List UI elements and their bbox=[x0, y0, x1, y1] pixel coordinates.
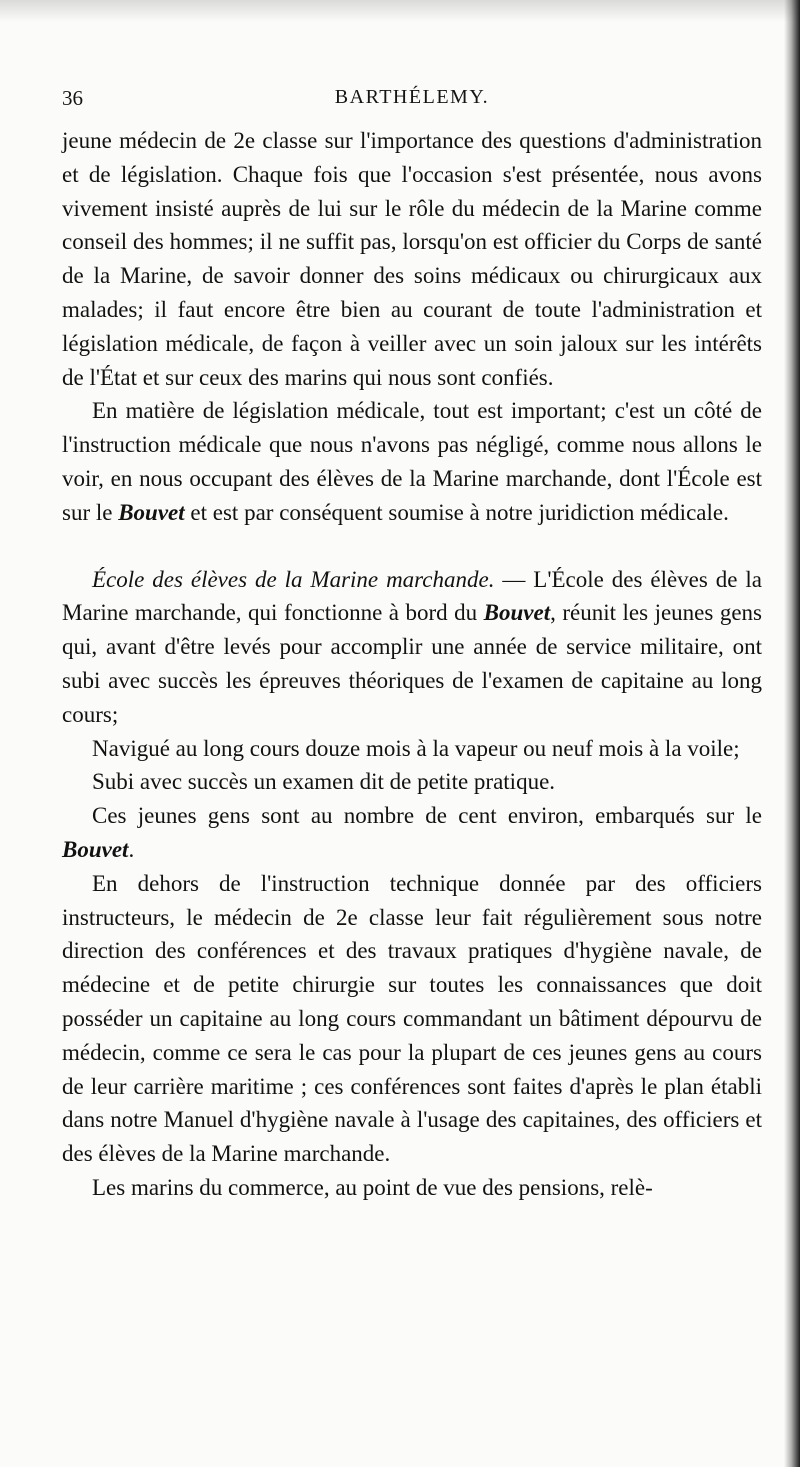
ship-name: Bouvet bbox=[483, 600, 551, 626]
page-binding-shadow bbox=[784, 0, 800, 1467]
paragraph-6 bbox=[62, 799, 762, 867]
page-header bbox=[62, 86, 762, 116]
page-top-shadow bbox=[0, 0, 800, 22]
ship-name: Bouvet bbox=[62, 836, 129, 862]
paragraph-7: En dehors de l'instruction technique donnée par des officiers instructeurs, le médecin de 2e classe leur fait régulièrement sous notre direction des conférences et des travaux pratiques d'hygiène navale, de médecine et de petite chirurgie sur toutes les connaissances que doit posséder un capitaine au long cours commandant un bâtiment dépourvu de médecin, comme ce sera le cas pour la plupart de ces jeunes gens au cours de leur carrière maritime ; ces conférences sont faites d'après le plan établi dans notre Manuel d'hygiène navale à l'usage des capitaines, des officiers et des élèves de la Marine marchande. bbox=[62, 870, 762, 1167]
paragraph-3 bbox=[62, 563, 762, 732]
paragraph-4: Navigué au long cours douze mois à la vapeur ou neuf mois à la voile; bbox=[92, 735, 740, 761]
paragraph-6-text-end: . bbox=[128, 836, 135, 862]
paragraph-5: Subi avec succès un examen dit de petite pratique. bbox=[92, 769, 556, 795]
paragraph-3-text-end: , réunit les jeunes gens qui, avant d'être levés pour accomplir une année de service militaire, ont subi avec succès les épreuves théoriques de l'examen de capitaine au long cours; bbox=[62, 600, 762, 727]
paragraph-8: Les marins du commerce, au point de vue des pensions, relè- bbox=[92, 1174, 653, 1200]
paragraph-2-text-start: En matière de législation médicale, tout est important; c'est un côté de l'instruction médicale que nous n'avons pas négligé, comme nous allons le voir, en nous occupant des élèves de la Marine marchande, dont l'École est sur le bbox=[62, 398, 762, 525]
page-number: 36 bbox=[62, 86, 83, 110]
paragraph-1: jeune médecin de 2e classe sur l'importance des questions d'administration et de législation. Chaque fois que l'occasion s'est présentée, nous avons vivement insisté auprès de lui sur le rôle du médecin de la Marine comme conseil des hommes; il ne suffit pas, lorsqu'on est officier du Corps de santé de la Marine, de savoir donner des soins médicaux ou chirurgicaux aux malades; il faut encore être bien au courant de toute l'administration et législation médicale, de façon à veiller avec un soin jaloux sur les intérêts de l'État et sur ceux des marins qui nous sont confiés. bbox=[62, 128, 762, 390]
ship-name: Bouvet bbox=[118, 499, 185, 525]
section-title: École des élèves de la Marine marchande. bbox=[92, 566, 495, 592]
body-text bbox=[62, 124, 762, 1205]
paragraph-3-text-start: — L'École des élèves de la Marine marchande, qui fonctionne à bord du bbox=[62, 566, 763, 626]
paragraph-2 bbox=[62, 394, 762, 529]
paragraph-6-text-start: Ces jeunes gens sont au nombre de cent environ, embarqués sur le bbox=[92, 803, 762, 829]
running-head: BARTHÉLEMY. bbox=[334, 86, 490, 108]
paragraph-2-text-end: et est par conséquent soumise à notre juridiction médicale. bbox=[184, 499, 729, 525]
